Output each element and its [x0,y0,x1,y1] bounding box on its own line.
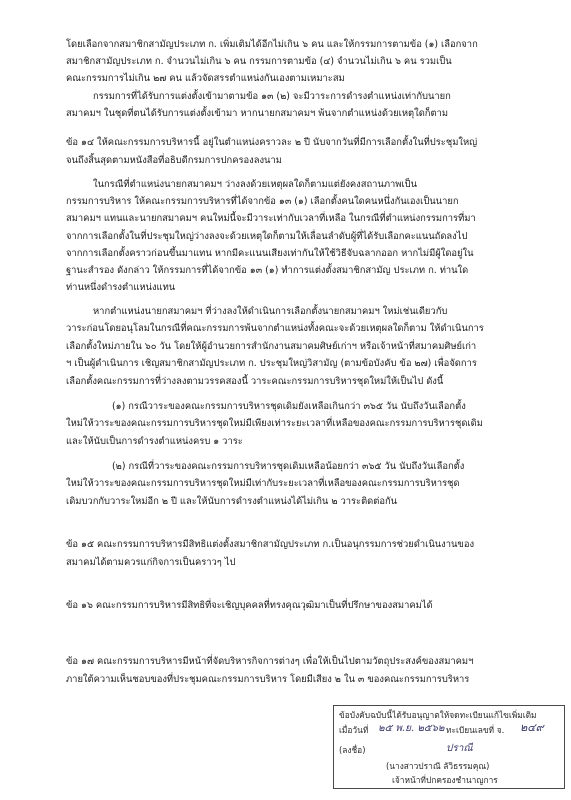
text-line: วาระก่อนโดยอนุโลมในกรณีที่คณะกรรมการพ้นจากตำแหน่งทั้งคณะจะด้วยเหตุผลใดก็ตาม ให้ดำเนินการ [66,323,484,334]
text-line: กรรมการที่ได้รับการแต่งตั้งเข้ามาตามข้อ ๑๓ (๒) จะมีวาระการดำรงตำแหน่งเท่ากับนายก [93,91,451,102]
text-line: เดิมบวกกับวาระใหม่อีก ๒ ปี และให้นับการดำรงตำแหน่งได้ไม่เกิน ๒ วาระติดต่อกัน [66,496,398,507]
stamp-official-name: (นางสาวปราณี ลัวิธรรมคุณ) [386,761,490,771]
text-line: สมาคมฯ แทนและนายกสมาคมฯ คนใหม่นี้จะมีวาระเท่ากับเวลาที่เหลือ ในกรณีที่ตำแหน่งกรรมการที่มา [66,213,476,224]
text-line: กรรมการบริหาร ให้คณะกรรมการบริหารที่ได้จากข้อ ๑๓ (๑) เลือกตั้งคนใดคนหนึ่งกันเองเป็นนายก [66,196,459,207]
stamp-date-handwritten: ๒๕ พ.ย. ๒๕๖๒ [378,723,445,734]
text-line: จนถึงสิ้นสุดตามหนังสือที่อธิบดีกรมการปกครองลงนาม [66,155,282,166]
text-line: สมาคมฯ ในชุดที่ตนได้รับการแต่งตั้งเข้ามา หากนายกสมาคมฯ พ้นจากตำแหน่งด้วยเหตุใดก็ตาม [66,108,449,119]
stamp-reg-number: ๒๔๙ [520,721,544,734]
stamp-official-position: เจ้าหน้าที่ปกครองชำนาญการ [392,775,498,785]
text-line: สมาชิกสามัญประเภท ก. จำนวนไม่เกิน ๖ คน กรรมการตามข้อ (๔) จำนวนไม่เกิน ๖ คน รวมเป็น [66,56,452,67]
stamp-heading: ข้อบังคับฉบับนี้ได้รับอนุญาตให้จดทะเบียนแก้ไขเพิ่มเติม [339,710,537,720]
registration-stamp [333,705,565,789]
text-line: ภายใต้ความเห็นชอบของที่ประชุมคณะกรรมการบริหาร โดยมีเสียง ๒ ใน ๓ ของคณะกรรมการบริหาร [66,674,470,685]
text-line: สมาคมได้ตามควรแก่กิจการเป็นคราวๆ ไป [66,557,236,568]
text-line: เลือกตั้งใหม่ภายใน ๖๐ วัน โดยให้ผู้อำนวยการสำนักงานสมาคมศิษย์เก่าฯ หรือเจ้าหน้าที่สมาคมศิษย์เก่า [66,341,477,352]
text-line: ในกรณีที่ตำแหน่งนายกสมาคมฯ ว่างลงด้วยเหตุผลใดก็ตามแต่ยังคงสถานภาพเป็น [93,179,418,190]
text-line: (๑) กรณีวาระของคณะกรรมการบริหารชุดเดิมยังเหลือเกินกว่า ๓๖๕ วัน นับถึงวันเลือกตั้ง [112,401,466,412]
text-line: โดยเลือกจากสมาชิกสามัญประเภท ก. เพิ่มเติมได้อีกไม่เกิน ๖ คน และให้กรรมการตามข้อ (๑) เลือกจาก [66,39,478,50]
text-line: (๒) กรณีที่วาระของคณะกรรมการบริหารชุดเดิมเหลือน้อยกว่า ๓๖๕ วัน นับถึงวันเลือกตั้ง [112,461,465,472]
stamp-signature: ปราณี [446,743,473,754]
text-line: และให้นับเป็นการดำรงตำแหน่งครบ ๑ วาระ [66,436,243,447]
text-line: จากการเลือกตั้งในที่ประชุมใหญ่ว่างลงจะด้วยเหตุใดก็ตามให้เลื่อนลำดับผู้ที่ได้รับเลือกคะแนนถัดลงไป [66,231,468,242]
stamp-sign-label: (ลงชื่อ) [339,745,366,755]
stamp-date-label: เมื่อวันที่ [339,725,369,735]
clause-17-heading: ข้อ ๑๗ คณะกรรมการบริหารมีหน้าที่จัดบริหารกิจการต่างๆ เพื่อให้เป็นไปตามวัตถุประสงค์ของสมาคมฯ [66,656,474,667]
text-line: จากการเลือกตั้งคราวก่อนขึ้นมาแทน หากมีคะแนนเสียงเท่ากันให้ใช้วิธีจับฉลากออก หากไม่มีผู้ใดอยู่ใน [66,248,474,259]
text-line: คณะกรรมการไม่เกิน ๒๗ คน แล้วจัดสรรตำแหน่งกันเองตามเหมาะสม [66,73,345,84]
text-line: ใหม่ให้วาระของคณะกรรมการบริหารชุดใหม่มีเท่ากับระยะเวลาที่เหลือของคณะกรรมการบริหารชุด [66,478,460,489]
text-line: ท่านหนึ่งดำรงตำแหน่งแทน [66,282,176,293]
text-line: ฐานะสำรอง ดังกล่าว ให้กรรมการที่ได้จากข้อ ๑๓ (๑) ทำการแต่งตั้งสมาชิกสามัญ ประเภท ก. ท่านใด [66,265,469,276]
clause-15-heading: ข้อ ๑๕ คณะกรรมการบริหารมีสิทธิแต่งตั้งสมาชิกสามัญประเภท ก.เป็นอนุกรรมการช่วยดำเนินงานของ [66,539,475,550]
text-line: ฯ เป็นผู้ดำเนินการ เชิญสมาชิกสามัญประเภท ก. ประชุมใหญ่วิสามัญ (ตามข้อบังคับ ข้อ ๒๗) เพื่อจัดการ [66,358,477,369]
clause-16-heading: ข้อ ๑๖ คณะกรรมการบริหารมีสิทธิที่จะเชิญบุคคลที่ทรงคุณวุฒิมาเป็นที่ปรึกษาของสมาคมได้ [66,600,433,611]
text-line: เลือกตั้งคณะกรรมการที่ว่างลงตามวรรคสองนี้ วาระคณะกรรมการบริหารชุดใหม่ให้เป็นไป ดังนี้ [66,376,444,387]
text-line: ใหม่ให้วาระของคณะกรรมการบริหารชุดใหม่มีเพียงเท่าระยะเวลาที่เหลือของคณะกรรมการบริหารชุดเดิม [66,418,483,429]
text-line: หากตำแหน่งนายกสมาคมฯ ที่ว่างลงให้ดำเนินการเลือกตั้งนายกสมาคมฯ ใหม่เช่นเดียวกับ [93,306,448,317]
stamp-reg-label: ทะเบียนเลขที่ จ. [446,725,505,735]
clause-14-heading: ข้อ ๑๔ ให้คณะกรรมการบริหารนี้ อยู่ในตำแหน่งคราวละ ๒ ปี นับจากวันที่มีการเลือกตั้งในที่ประชุมใหญ่ [66,137,478,148]
